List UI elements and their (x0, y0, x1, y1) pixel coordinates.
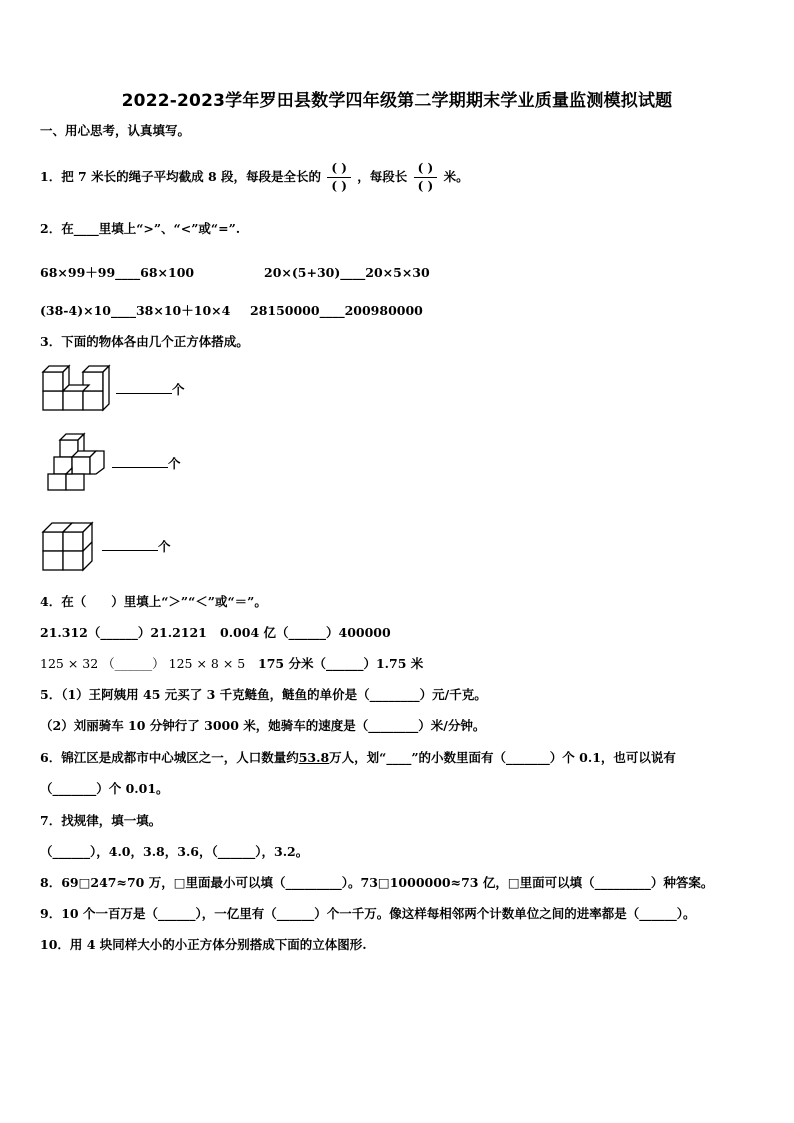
question-2b[interactable]: 20×(5+30)____20×5×30 (264, 265, 430, 280)
question-4-stem: 4．在（ ）里填上“＞”“＜”或“＝”。 (40, 594, 267, 609)
question-3-stem: 3．下面的物体各由几个正方体搭成。 (40, 334, 249, 349)
question-10: 10．用 4 块同样大小的小正方体分别搭成下面的立体图形. (40, 937, 367, 952)
q1-text-mid: ，每段长 (357, 169, 408, 184)
fraction-blank-2[interactable]: $\frac{( )}{( )}$ (414, 161, 438, 194)
question-2d[interactable]: 28150000____200980000 (250, 303, 423, 318)
q3-answer-3[interactable]: 个 (102, 538, 171, 555)
question-2-stem: 2．在____里填上“>”、“<”或“=”. (40, 221, 241, 236)
question-9[interactable]: 9．10 个一百万是（______），一亿里有（______）个一千万。像这样每相邻两个计数单位之间的进率都是（______）。 (40, 906, 696, 921)
q1-text-post: 米。 (443, 169, 469, 184)
q3-answer-1[interactable]: 个 (116, 381, 185, 398)
cube-figure-3 (40, 518, 100, 572)
question-6-line-2[interactable]: （_______）个 0.01。 (40, 781, 169, 796)
question-5a[interactable]: 5．（1）王阿姨用 45 元买了 3 千克鲢鱼，鲢鱼的单价是（________）元/千克。 (40, 687, 487, 702)
q3-answer-2[interactable]: 个 (112, 455, 181, 472)
section-heading: 一、用心思考，认真填写。 (40, 123, 191, 138)
question-2c[interactable]: (38-4)×10____38×10＋10×4 (40, 303, 231, 318)
question-8[interactable]: 8．69□247≈70 万，□里面最小可以填（_________）。73□1000000≈73 亿，□里面可以填（_________）种答案。 (40, 875, 714, 890)
question-4d[interactable]: 175 分米（______）1.75 米 (258, 656, 424, 671)
question-7-stem: 7．找规律，填一填。 (40, 813, 162, 828)
question-7-sequence[interactable]: （______），4.0，3.8，3.6，（______），3.2。 (40, 844, 309, 859)
q1-text-pre: 1．把 7 米长的绳子平均截成 8 段，每段是全长的 (40, 169, 322, 184)
fraction-blank-1[interactable]: $\frac{( )}{( )}$ (327, 161, 351, 194)
question-4b[interactable]: 0.004 亿（______）400000 (220, 625, 391, 640)
cube-figure-2 (46, 430, 108, 492)
question-2a[interactable]: 68×99＋99____68×100 (40, 265, 195, 280)
underlined-number: 53.8 (298, 750, 330, 765)
page-title: 2022-2023学年罗田县数学四年级第二学期期末学业质量监测模拟试题 (121, 91, 673, 111)
question-1 (40, 161, 469, 194)
cube-figure-1 (40, 362, 112, 412)
question-4a[interactable]: 21.312（______）21.2121 (40, 625, 207, 640)
question-6-line-1[interactable]: 6．锦江区是成都市中心城区之一，人口数量约53.8万人，划“____”的小数里面有（_______）个 0.1，也可以说有 (40, 750, 676, 765)
question-4c[interactable]: 125 × 32 （______） 125 × 8 × 5 (40, 656, 246, 671)
question-5b[interactable]: （2）刘丽骑车 10 分钟行了 3000 米，她骑车的速度是（________）米/分钟。 (40, 718, 486, 733)
